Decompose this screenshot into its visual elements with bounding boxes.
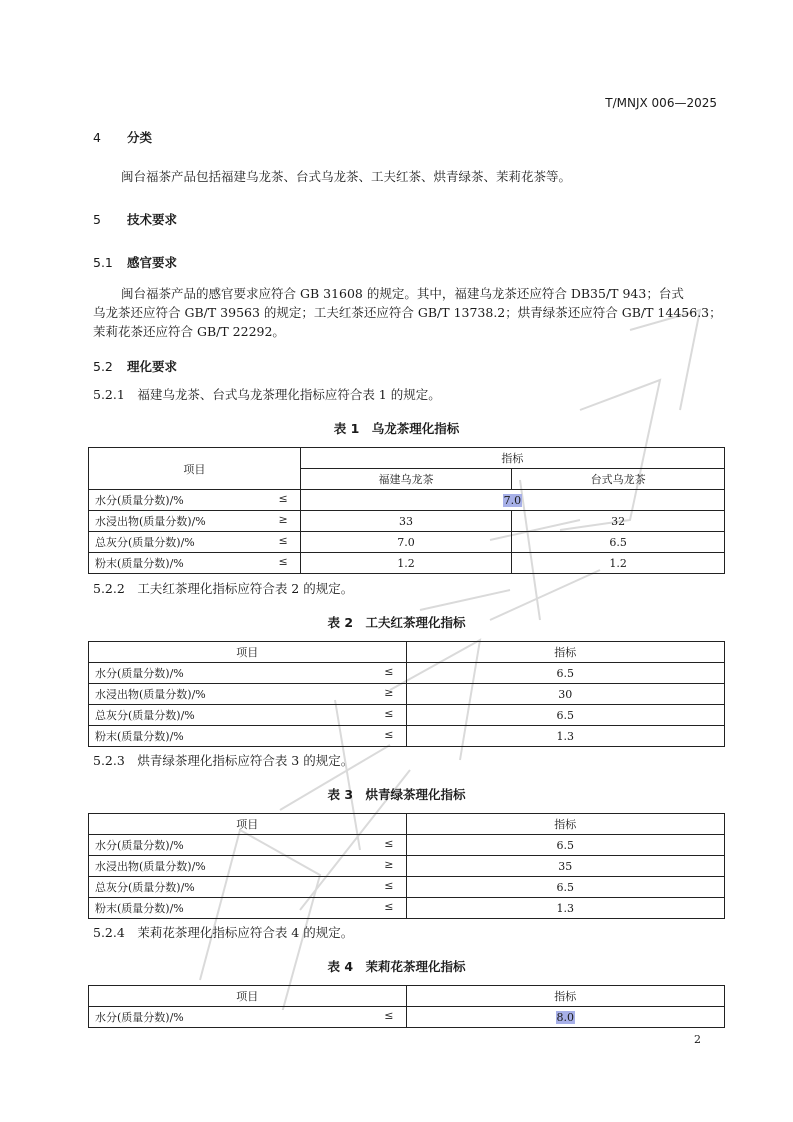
row-name: 总灰分(质量分数)/% xyxy=(95,536,195,549)
table-row xyxy=(89,1007,725,1028)
table-row xyxy=(89,553,725,574)
table-1-title: 表 1 乌龙茶理化指标 xyxy=(333,421,460,436)
section-5-1-line-3: 茉莉花茶还应符合 GB/T 22292。 xyxy=(93,324,285,339)
row-name: 水分(质量分数)/% xyxy=(95,494,184,507)
cell-value: 30 xyxy=(406,684,725,705)
table-2-header-index: 指标 xyxy=(406,642,725,663)
clause-5-2-4: 5.2.4 茉莉花茶理化指标应符合表 4 的规定。 xyxy=(93,925,354,940)
row-symbol: ≤ xyxy=(278,492,288,505)
cell-value: 1.2 xyxy=(512,553,725,574)
cell-value: 6.5 xyxy=(406,705,725,726)
clause-5-2-2: 5.2.2 工夫红茶理化指标应符合表 2 的规定。 xyxy=(93,581,354,596)
clause-5-2-1: 5.2.1 福建乌龙茶、台式乌龙茶理化指标应符合表 1 的规定。 xyxy=(93,387,441,402)
section-5-heading: 5 技术要求 xyxy=(93,212,178,227)
table-4-header-index: 指标 xyxy=(406,986,725,1007)
table-row xyxy=(89,663,725,684)
table-3 xyxy=(88,813,725,919)
table-1-header-index: 指标 xyxy=(300,448,724,469)
row-symbol: ≤ xyxy=(384,900,394,913)
row-name: 水分(质量分数)/% xyxy=(95,1011,184,1024)
row-symbol: ≤ xyxy=(384,1009,394,1022)
row-name: 粉末(质量分数)/% xyxy=(95,902,184,915)
row-symbol: ≥ xyxy=(384,858,394,871)
cell-value: 1.2 xyxy=(300,553,512,574)
section-5-2-heading: 5.2 理化要求 xyxy=(93,359,178,374)
page-number: 2 xyxy=(694,1033,701,1046)
cell-value: 6.5 xyxy=(406,835,725,856)
table-3-title: 表 3 烘青绿茶理化指标 xyxy=(327,787,466,802)
table-2 xyxy=(88,641,725,747)
section-4-heading: 4 分类 xyxy=(93,130,153,145)
row-name: 粉末(质量分数)/% xyxy=(95,730,184,743)
table-row xyxy=(89,490,725,511)
row-name: 水浸出物(质量分数)/% xyxy=(95,515,206,528)
row-symbol: ≤ xyxy=(384,707,394,720)
cell-value: 1.3 xyxy=(406,726,725,747)
row-symbol: ≤ xyxy=(278,555,288,568)
section-4-text: 闽台福茶产品包括福建乌龙茶、台式乌龙茶、工夫红茶、烘青绿茶、茉莉花茶等。 xyxy=(121,169,572,184)
table-4 xyxy=(88,985,725,1028)
table-2-header-item: 项目 xyxy=(89,642,407,663)
highlighted-value: 8.0 xyxy=(556,1010,574,1024)
cell-value: 6.5 xyxy=(512,532,725,553)
table-row xyxy=(89,532,725,553)
cell-value: 6.5 xyxy=(406,877,725,898)
table-1 xyxy=(88,447,725,574)
cell-value: 6.5 xyxy=(406,663,725,684)
table-1-header-item: 项目 xyxy=(89,448,301,490)
highlighted-value: 7.0 xyxy=(503,493,522,507)
table-4-header-item: 项目 xyxy=(89,986,407,1007)
table-4-title: 表 4 茉莉花茶理化指标 xyxy=(327,959,466,974)
table-row xyxy=(89,898,725,919)
row-symbol: ≤ xyxy=(384,728,394,741)
section-5-1-line-1: 闽台福茶产品的感官要求应符合 GB 31608 的规定。其中，福建乌龙茶还应符合 DB35/T 943；台式 xyxy=(121,286,684,301)
row-name: 水浸出物(质量分数)/% xyxy=(95,688,206,701)
row-symbol: ≤ xyxy=(384,665,394,678)
cell-value: 7.0 xyxy=(300,532,512,553)
table-3-header-index: 指标 xyxy=(406,814,725,835)
table-1-col-taiwan: 台式乌龙茶 xyxy=(512,469,725,490)
row-name: 总灰分(质量分数)/% xyxy=(95,709,195,722)
clause-5-2-3: 5.2.3 烘青绿茶理化指标应符合表 3 的规定。 xyxy=(93,753,354,768)
row-symbol: ≥ xyxy=(278,513,288,526)
row-name: 粉末(质量分数)/% xyxy=(95,557,184,570)
row-symbol: ≤ xyxy=(278,534,288,547)
cell-value: 35 xyxy=(406,856,725,877)
table-row xyxy=(89,726,725,747)
section-5-1-line-2: 乌龙茶还应符合 GB/T 39563 的规定；工夫红茶还应符合 GB/T 13738.2；烘青绿茶还应符合 GB/T 14456.3； xyxy=(93,305,722,320)
table-row xyxy=(89,511,725,532)
table-row xyxy=(89,835,725,856)
section-5-1-heading: 5.1 感官要求 xyxy=(93,255,178,270)
table-row xyxy=(89,856,725,877)
row-name: 水分(质量分数)/% xyxy=(95,839,184,852)
cell-value: 33 xyxy=(300,511,512,532)
row-symbol: ≤ xyxy=(384,837,394,850)
row-symbol: ≥ xyxy=(384,686,394,699)
cell-value: 32 xyxy=(512,511,725,532)
table-row xyxy=(89,877,725,898)
table-3-header-item: 项目 xyxy=(89,814,407,835)
table-row xyxy=(89,684,725,705)
table-row xyxy=(89,705,725,726)
table-2-title: 表 2 工夫红茶理化指标 xyxy=(327,615,466,630)
cell-value: 1.3 xyxy=(406,898,725,919)
row-name: 水分(质量分数)/% xyxy=(95,667,184,680)
row-name: 总灰分(质量分数)/% xyxy=(95,881,195,894)
table-1-col-fujian: 福建乌龙茶 xyxy=(300,469,512,490)
row-symbol: ≤ xyxy=(384,879,394,892)
standard-code: T/MNJX 006—2025 xyxy=(605,96,717,110)
row-name: 水浸出物(质量分数)/% xyxy=(95,860,206,873)
